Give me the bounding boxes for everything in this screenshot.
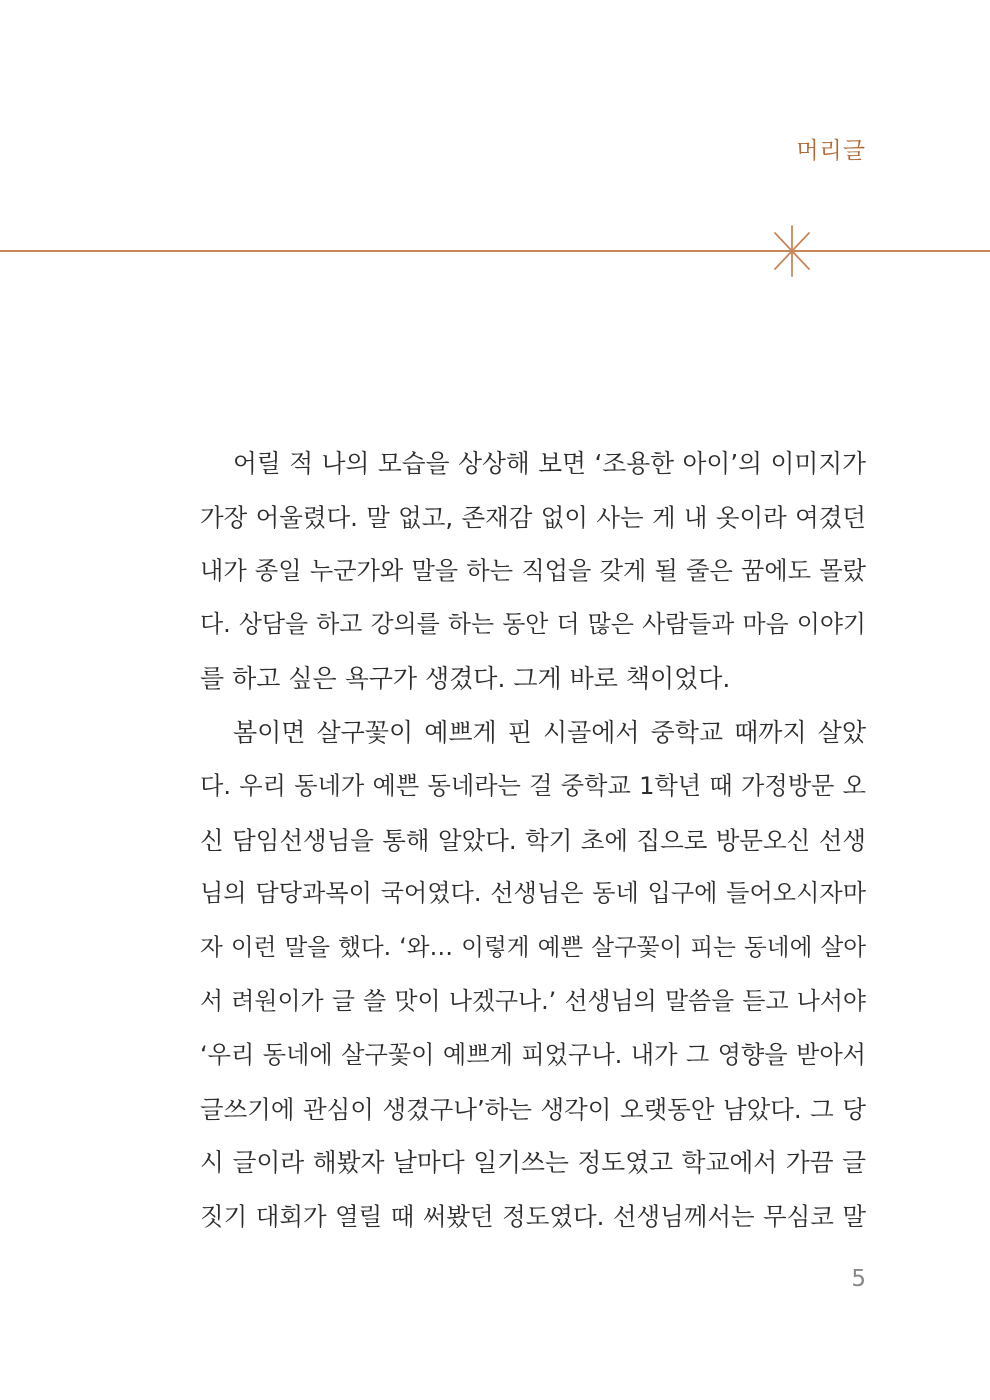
text-line: 님의 담당과목이 국어였다. 선생님은 동네 입구에 들어오시자마 (200, 879, 866, 908)
text-line: 글쓰기에 관심이 생겼구나’하는 생각이 오랫동안 남았다. 그 당 (200, 1094, 866, 1124)
text-line: 내가 종일 누군가와 말을 하는 직업을 갖게 될 줄은 꿈에도 몰랐 (200, 556, 866, 585)
asterisk-star-icon (766, 224, 818, 278)
text-line: 신 담임선생님을 통해 알았다. 학기 초에 집으로 방문오신 선생 (200, 825, 866, 855)
text-line: 다. 상담을 하고 강의를 하는 동안 더 많은 사람들과 마음 이야기 (200, 610, 866, 639)
text-line: 봄이면 살구꽃이 예쁘게 핀 시골에서 중학교 때까지 살았 (233, 717, 866, 747)
body-text (200, 437, 866, 1244)
text-line: 자 이런 말을 했다. ‘와… 이렇게 예쁜 살구꽃이 피는 동네에 살아 (200, 933, 866, 962)
text-line: 시 글이라 해봤자 날마다 일기쓰는 정도였고 학교에서 가끔 글 (200, 1148, 866, 1178)
page-number: 5 (851, 1266, 866, 1292)
paragraph-2 (200, 706, 866, 1244)
paragraph-1 (200, 437, 866, 706)
text-line: 짓기 대회가 열릴 때 써봤던 정도였다. 선생님께서는 무심코 말 (200, 1202, 866, 1232)
text-line: 다. 우리 동네가 예쁜 동네라는 걸 중학교 1학년 때 가정방문 오 (200, 771, 866, 800)
text-line: ‘우리 동네에 살구꽃이 예쁘게 피었구나. 내가 그 영향을 받아서 (200, 1040, 866, 1069)
text-line: 가장 어울렸다. 말 없고, 존재감 없이 사는 게 내 옷이라 여겼던 (200, 502, 866, 532)
header-divider (0, 250, 990, 252)
chapter-title: 머리글 (796, 138, 866, 164)
text-line: 어릴 적 나의 모습을 상상해 보면 ‘조용한 아이’의 이미지가 (233, 449, 866, 478)
text-line: 를 하고 싶은 욕구가 생겼다. 그게 바로 책이었다. (200, 664, 731, 694)
text-line: 서 려원이가 글 쓸 맛이 나겠구나.’ 선생님의 말씀을 듣고 나서야 (200, 986, 866, 1015)
